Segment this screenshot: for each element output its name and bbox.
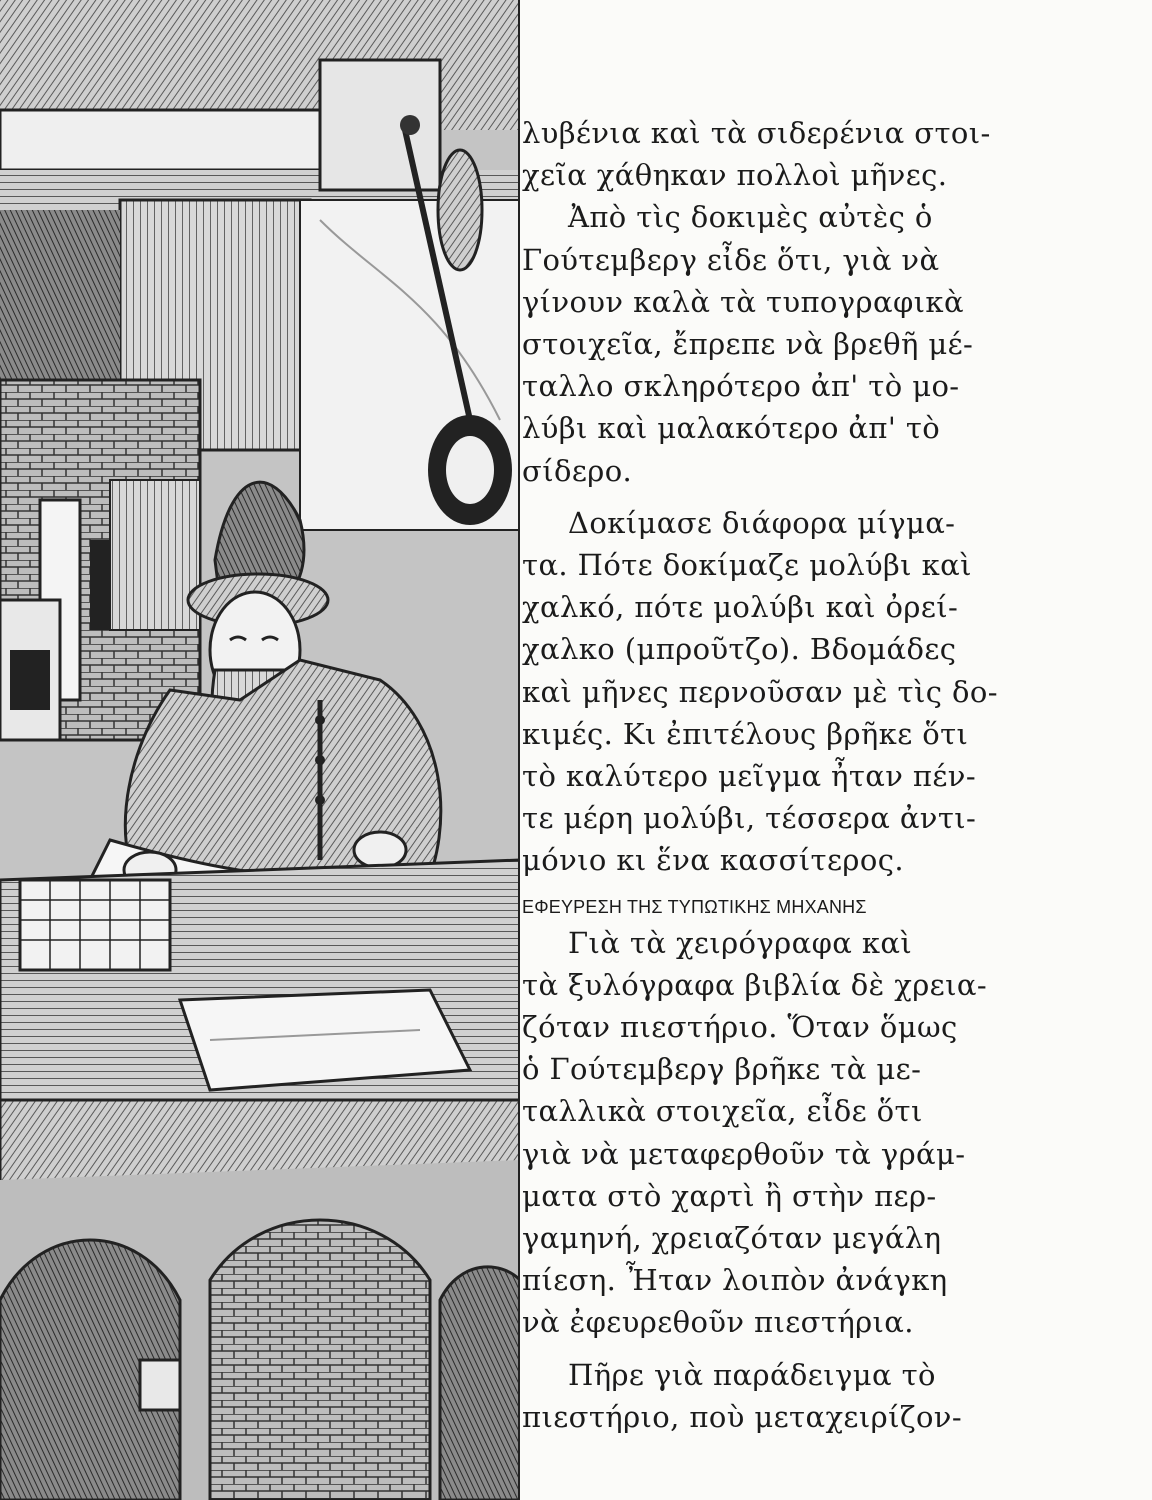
text-line: τὰ ξυλόγραφα βιβλία δὲ χρεια- — [522, 967, 988, 1002]
text-line: καὶ μῆνες περνοῦσαν μὲ τὶς δο- — [522, 674, 998, 709]
woodcut-artwork — [0, 0, 520, 1500]
paragraph-2 — [522, 196, 974, 491]
text-line: ὁ Γούτεμβεργ βρῆκε τὰ με- — [522, 1052, 922, 1087]
text-line: τε μέρη μολύβι, τέσσερα ἀντι- — [522, 801, 977, 836]
text-line: κιμές. Κι ἐπιτέλους βρῆκε ὅτι — [522, 716, 969, 751]
paragraph-5 — [522, 1354, 974, 1438]
text-line: γίνουν καλὰ τὰ τυπογραφικὰ — [522, 284, 964, 319]
woodcut-illustration — [0, 0, 520, 1500]
text-line: πίεση. Ἦταν λοιπὸν ἀνάγκη — [522, 1263, 948, 1298]
text-line: σίδερο. — [522, 453, 633, 488]
text-line: ζόταν πιεστήριο. Ὅταν ὅμως — [522, 1010, 958, 1045]
text-line: ταλλο σκληρότερο ἀπ' τὸ μο- — [522, 369, 960, 404]
text-line: λυβένια καὶ τὰ σιδερένια στοι- — [522, 116, 991, 150]
text-line: τὸ καλύτερο μεῖγμα ἦταν πέν- — [522, 759, 977, 794]
paragraph-4 — [522, 922, 988, 1344]
paragraph-3 — [522, 502, 998, 882]
text-line: χαλκο (μπροῦτζο). Βδομάδες — [522, 632, 957, 667]
text-line: τα. Πότε δοκίμαζε μολύβι καὶ — [522, 548, 972, 583]
text-line: γιὰ νὰ μεταφερθοῦν τὰ γράμ- — [522, 1136, 966, 1171]
paragraph-1 — [522, 112, 991, 196]
text-line: χεῖα χάθηκαν πολλοὶ μῆνες. — [522, 158, 948, 193]
text-line: ταλλικὰ στοιχεῖα, εἶδε ὅτι — [522, 1094, 923, 1129]
section-heading: ΕΦΕΥΡΕΣΗ ΤΗΣ ΤΥΠΩΤΙΚΗΣ ΜΗΧΑΝΗΣ — [522, 896, 867, 917]
text-line: Γούτεμβεργ εἶδε ὅτι, γιὰ νὰ — [522, 242, 940, 277]
text-line: Πῆρε γιὰ παράδειγμα τὸ — [568, 1357, 936, 1392]
text-line: ματα στὸ χαρτὶ ἢ στὴν περ- — [522, 1178, 937, 1213]
body-text-column — [522, 112, 998, 1438]
text-line: Γιὰ τὰ χειρόγραφα καὶ — [568, 925, 913, 960]
text-line: Δοκίμασε διάφορα μίγμα- — [568, 505, 956, 540]
text-line: πιεστήριο, ποὺ μεταχειρίζον- — [522, 1399, 963, 1434]
text-line: Ἀπὸ τὶς δοκιμὲς αὐτὲς ὁ — [568, 200, 933, 235]
text-line: στοιχεῖα, ἔπρεπε νὰ βρεθῆ μέ- — [522, 327, 974, 362]
text-line: νὰ ἐφευρεθοῦν πιεστήρια. — [522, 1305, 914, 1340]
text-line: λύβι καὶ μαλακότερο ἀπ' τὸ — [522, 411, 941, 446]
text-line: γαμηνή, χρειαζόταν μεγάλη — [522, 1221, 942, 1256]
text-line: μόνιο κι ἕνα κασσίτερος. — [522, 843, 904, 878]
text-line: χαλκό, πότε μολύβι καὶ ὀρεί- — [522, 590, 959, 625]
